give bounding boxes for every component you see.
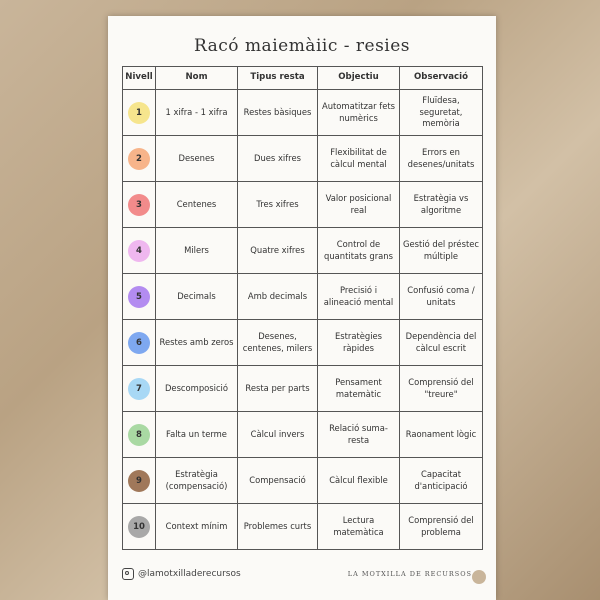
level-cell	[123, 320, 156, 366]
table-row	[123, 412, 483, 458]
table-row	[123, 136, 483, 182]
table-row	[123, 228, 483, 274]
row-name: Milers	[156, 228, 238, 274]
table-row	[123, 90, 483, 136]
level-badge: 9	[128, 470, 150, 492]
table-row	[123, 320, 483, 366]
row-note: Confusió coma / unitats	[400, 274, 483, 320]
row-goal: Flexibilitat de càlcul mental	[318, 136, 400, 182]
level-cell	[123, 136, 156, 182]
brand-logo-icon	[472, 570, 486, 584]
row-type: Restes bàsiques	[238, 90, 318, 136]
row-note: Gestió del préstec múltiple	[400, 228, 483, 274]
row-name: Decimals	[156, 274, 238, 320]
table-row	[123, 182, 483, 228]
row-name: Falta un terme	[156, 412, 238, 458]
level-badge: 1	[128, 102, 150, 124]
level-cell	[123, 458, 156, 504]
header-note: Observació	[400, 67, 483, 90]
row-type: Compensació	[238, 458, 318, 504]
worksheet-page	[108, 16, 496, 600]
subtraction-levels-table	[122, 66, 483, 550]
brand-name: LA MOTXILLA DE RECURSOS	[347, 570, 472, 578]
instagram-icon	[122, 568, 134, 580]
row-type: Desenes, centenes, milers	[238, 320, 318, 366]
row-note: Raonament lògic	[400, 412, 483, 458]
level-cell	[123, 504, 156, 550]
level-badge: 3	[128, 194, 150, 216]
header-name: Nom	[156, 67, 238, 90]
level-cell	[123, 412, 156, 458]
table-header-row	[123, 67, 483, 90]
row-name: Restes amb zeros	[156, 320, 238, 366]
row-name: Context mínim	[156, 504, 238, 550]
row-goal: Automatitzar fets numèrics	[318, 90, 400, 136]
row-goal: Relació suma-resta	[318, 412, 400, 458]
level-cell	[123, 90, 156, 136]
level-badge: 5	[128, 286, 150, 308]
row-note: Errors en desenes/unitats	[400, 136, 483, 182]
instagram-credit	[122, 568, 241, 580]
table-row	[123, 366, 483, 412]
row-note: Fluïdesa, seguretat, memòria	[400, 90, 483, 136]
table-row	[123, 504, 483, 550]
row-goal: Càlcul flexible	[318, 458, 400, 504]
row-name: Centenes	[156, 182, 238, 228]
level-cell	[123, 182, 156, 228]
row-type: Dues xifres	[238, 136, 318, 182]
row-name: 1 xifra - 1 xifra	[156, 90, 238, 136]
level-badge: 8	[128, 424, 150, 446]
header-level: Nivell	[123, 67, 156, 90]
row-type: Resta per parts	[238, 366, 318, 412]
row-goal: Precisió i alineació mental	[318, 274, 400, 320]
row-goal: Estratègies ràpides	[318, 320, 400, 366]
row-type: Problemes curts	[238, 504, 318, 550]
row-goal: Valor posicional real	[318, 182, 400, 228]
level-cell	[123, 228, 156, 274]
row-name: Desenes	[156, 136, 238, 182]
row-name: Estratègia (compensació)	[156, 458, 238, 504]
row-goal: Control de quantitats grans	[318, 228, 400, 274]
row-note: Comprensió del problema	[400, 504, 483, 550]
row-type: Càlcul invers	[238, 412, 318, 458]
row-note: Comprensió del "treure"	[400, 366, 483, 412]
row-goal: Lectura matemàtica	[318, 504, 400, 550]
row-goal: Pensament matemàtic	[318, 366, 400, 412]
row-note: Estratègia vs algoritme	[400, 182, 483, 228]
row-note: Dependència del càlcul escrit	[400, 320, 483, 366]
level-badge: 6	[128, 332, 150, 354]
row-name: Descomposició	[156, 366, 238, 412]
row-note: Capacitat d'anticipació	[400, 458, 483, 504]
level-badge: 7	[128, 378, 150, 400]
header-type: Tipus resta	[238, 67, 318, 90]
header-goal: Objectiu	[318, 67, 400, 90]
level-badge: 2	[128, 148, 150, 170]
table-row	[123, 274, 483, 320]
level-cell	[123, 274, 156, 320]
row-type: Tres xifres	[238, 182, 318, 228]
level-badge: 10	[128, 516, 150, 538]
row-type: Amb decimals	[238, 274, 318, 320]
table-row	[123, 458, 483, 504]
instagram-handle: @lamotxilladerecursos	[138, 569, 241, 579]
page-title: Racó maiemàiic - resies	[193, 36, 411, 56]
level-badge: 4	[128, 240, 150, 262]
level-cell	[123, 366, 156, 412]
row-type: Quatre xifres	[238, 228, 318, 274]
